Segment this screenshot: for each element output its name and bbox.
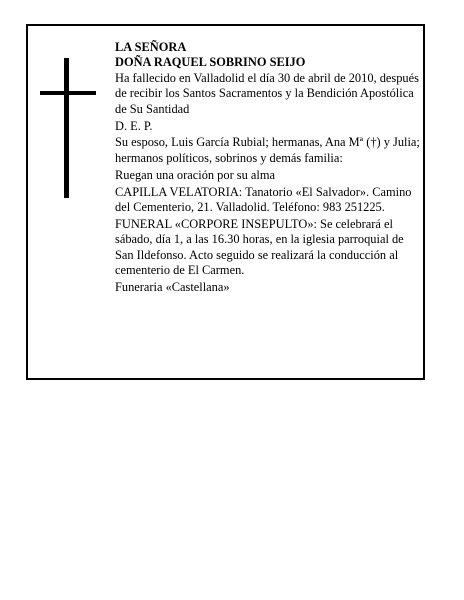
latin-cross-icon	[40, 58, 96, 198]
obituary-notice	[26, 24, 425, 380]
family-list: Su esposo, Luis García Rubial; hermanas, Ana Mª (†) y Julia; hermanos políticos, sobrinos y demás familia:	[115, 135, 420, 165]
notice-heading: LA SEÑORA	[115, 40, 187, 54]
deceased-name: DOÑA RAQUEL SOBRINO SEIJO	[115, 55, 306, 70]
notice-body	[115, 40, 423, 297]
rip-text: D. E. P.	[115, 118, 153, 133]
prayer-request: Ruegan una oración por su alma	[115, 167, 275, 182]
funeral-info: FUNERAL «CORPORE INSEPULTO»: Se celebrará el sábado, día 1, a las 16.30 horas, en la iglesia parroquial de San Ildefonso. Acto seguido se realizará la conducción al cementerio de El Carmen.	[115, 216, 404, 278]
cross-horizontal-bar	[40, 91, 96, 95]
chapel-info: CAPILLA VELATORIA: Tanatorio «El Salvador». Camino del Cementerio, 21. Valladolid. Teléfono: 983 251225.	[115, 184, 412, 215]
death-statement: Ha fallecido en Valladolid el día 30 de abril de 2010, después de recibir los Santos Sacramentos y la Bendición Apostólica de Su Santidad	[115, 70, 419, 116]
funeral-home: Funeraria «Castellana»	[115, 280, 230, 295]
cross-vertical-bar	[64, 58, 69, 198]
